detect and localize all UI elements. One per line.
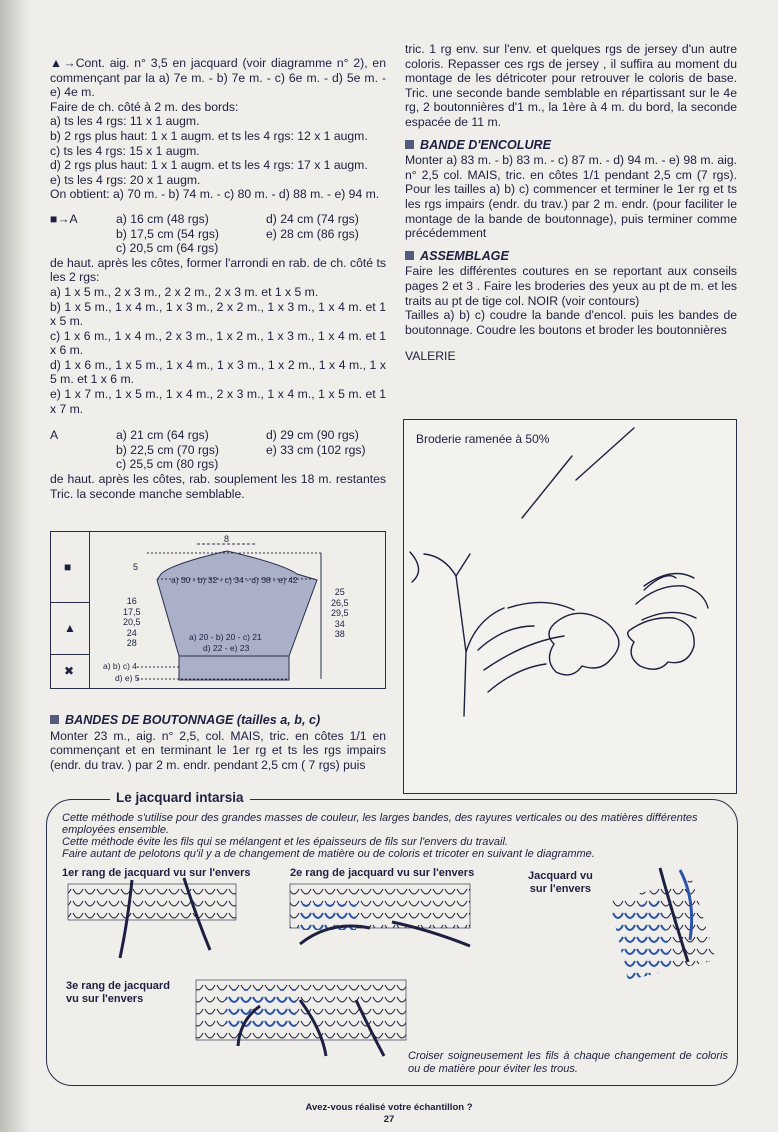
intro-line: Cette méthode évite les fils qui se mélangent et les épaisseurs de fils sur l'envers du travail. — [62, 836, 508, 848]
left-column — [50, 56, 386, 501]
measure: 38 — [334, 629, 345, 639]
embroidery-label: Broderie ramenée à 50% — [416, 432, 550, 446]
band-continued: tric. 1 rg env. sur l'env. et quelques rgs de jersey d'un autre coloris. Repasser ces rgs de jersey , il suffira au moment du montage de les détricoter pour retrouver le coloris de base. Tric. une seconde bande semblable en répartissant sur le 4e rg, 2 boutonnières d'1 m., la 1ère à 4 m. du bord, la seconde espacée de 11 m. — [405, 42, 737, 129]
increase-line: c) ts les 4 rgs: 15 x 1 augm. — [50, 143, 200, 158]
designer-signature: VALERIE — [405, 349, 456, 364]
caption-row-3 — [66, 980, 170, 1005]
increase-line: a) ts les 4 rgs: 11 x 1 augm. — [50, 114, 200, 129]
footer-question: Avez-vous réalisé votre échantillon ? — [305, 1102, 473, 1113]
block-marker: ■→A — [50, 211, 78, 226]
size-height: c) 25,5 cm (80 rgs) — [116, 457, 219, 472]
right-column — [405, 42, 737, 364]
size-height: d) 24 cm (74 rgs) — [266, 211, 359, 226]
size-height: a) 16 cm (48 rgs) — [116, 211, 209, 226]
boutonnage-section — [50, 713, 386, 772]
measure: 16 — [126, 596, 137, 606]
cuff-width-2: d) 22 - e) 23 — [203, 643, 250, 653]
caption-line: Jacquard vu — [528, 870, 593, 882]
cap-width: a) 30 - b) 32 - c) 34 - d) 38 - e) 42 — [171, 575, 298, 585]
caption-line: sur l'envers — [529, 882, 592, 895]
encolure-heading: BANDE D'ENCOLURE — [420, 137, 552, 152]
caption-line: vu sur l'envers — [66, 992, 144, 1005]
height-block-a — [50, 212, 386, 256]
size-height: d) 29 cm (90 rgs) — [266, 428, 359, 443]
caption-line: 3e rang de jacquard — [66, 980, 170, 992]
jacquard-intro — [62, 812, 726, 860]
intro-line: Faire autant de pelotons qu'il y a de changement de matière ou de coloris et tricoter en suivant le diagramme. — [62, 848, 595, 860]
square-bullet-icon — [405, 251, 414, 260]
rounding-line: d) 1 x 6 m., 1 x 5 m., 1 x 4 m., 1 x 3 m., 1 x 2 m., 1 x 4 m., 1 x 5 m. et 1 x 6 m. — [50, 357, 386, 387]
page-number: 27 — [383, 1114, 395, 1125]
encolure-text: Monter a) 83 m. - b) 83 m. - c) 87 m. - d) 94 m. - e) 98 m. aig. n° 2,5 col. MAIS, tric. en côtes 1/1 pendant 2,5 cm (7 rgs). Pour les tailles a) b) c) commencer et terminer le 1er rg et ts les rgs impairs (endr. du trav.) par 2 m. endr. (pour faciliter le montage de la bande de boutonnage), puis terminer comme précédemment — [405, 153, 737, 241]
square-symbol: ■ — [64, 560, 72, 574]
bottom-measure-2: d) e) 5 — [115, 673, 140, 683]
increase-list — [50, 100, 386, 202]
measure: 26,5 — [331, 597, 349, 608]
cuff-width-1: a) 20 - b) 20 - c) 21 — [189, 632, 262, 642]
square-bullet-icon — [50, 715, 59, 724]
rounding-line: e) 1 x 7 m., 1 x 5 m., 1 x 4 m., 2 x 3 m., 1 x 4 m., 1 x 5 m. et 1 x 7 m. — [50, 387, 386, 416]
increase-line: On obtient: a) 70 m. - b) 74 m. - c) 80 m. - d) 88 m. - e) 94 m. — [50, 187, 380, 202]
caption-row-2: 2e rang de jacquard vu sur l'envers — [290, 867, 475, 879]
assemblage-text-2: Tailles a) b) c) coudre la bande d'encol. puis les bandes de boutonnage. Coudre les boutons et broder les boutonnières — [405, 308, 737, 337]
measure: 20,5 — [123, 617, 141, 627]
intro-line: Cette méthode s'utilise pour des grandes masses de couleur, les larges bandes, des rayures verticales ou des matières différentes employées ensemble. — [62, 812, 698, 836]
rounding-list — [50, 285, 386, 416]
rounding-line: a) 1 x 5 m., 2 x 3 m., 2 x 2 m., 2 x 3 m. et 1 x 5 m. — [50, 284, 319, 299]
sleeve-diagram — [50, 531, 386, 689]
instructions-intro: ▲→Cont. aig. n° 3,5 en jacquard (voir diagramme n° 2), en commençant par la a) 7e m. - b) 7e m. - c) 6e m. - d) 5e m. - e) 4e m. — [50, 56, 386, 100]
left-measures — [123, 596, 141, 649]
cross-symbol: ✖ — [64, 664, 75, 678]
size-height: b) 22,5 cm (70 rgs) — [116, 442, 219, 457]
triangle-symbol: ▲ — [64, 621, 76, 635]
size-height: e) 33 cm (102 rgs) — [266, 442, 366, 457]
embroidery-pattern-box — [403, 419, 737, 794]
size-height: a) 21 cm (64 rgs) — [116, 428, 209, 443]
boutonnage-text: Monter 23 m., aig. n° 2,5, col. MAIS, tric. en côtes 1/1 en commençant et en terminant le 1er rg et ts les rgs impairs (endr. du trav. ) par 2 m. endr. pendant 2,5 cm ( 7 rgs) puis — [50, 728, 386, 772]
rounding-intro: de haut. après les côtes, former l'arrondi en rab. de ch. côté ts les 2 rgs: — [50, 255, 386, 285]
measure: 28 — [126, 638, 137, 648]
square-bullet-icon — [405, 140, 414, 149]
size-height: c) 20,5 cm (64 rgs) — [116, 241, 219, 256]
assemblage-text: Faire les différentes coutures en se reportant aux conseils pages 2 et 3 . Faire les broderies des yeux au pt de m. et les traits au pt de tige col. NOIR (voir contours) — [405, 264, 737, 308]
boutonnage-heading: BANDES DE BOUTONNAGE (tailles a, b, c) — [65, 713, 321, 727]
jacquard-title: Le jacquard intarsia — [110, 790, 250, 805]
block-marker: A — [50, 428, 59, 443]
side-top: 5 — [133, 562, 139, 572]
rounding-line: c) 1 x 6 m., 1 x 4 m., 2 x 3 m., 1 x 2 m., 1 x 3 m., 1 x 4 m. et 1 x 6 m. — [50, 328, 386, 358]
embroidery-drawing — [404, 420, 736, 793]
caption-row-1: 1er rang de jacquard vu sur l'envers — [62, 867, 251, 879]
increase-line: b) 2 rgs plus haut: 1 x 1 augm. et ts les 4 rgs: 12 x 1 augm. — [50, 128, 368, 143]
increase-line: e) ts les 4 rgs: 20 x 1 augm. — [50, 172, 201, 187]
crossing-note: Croiser soigneusement les fils à chaque changement de coloris ou de matière pour éviter les trous. — [408, 1050, 728, 1075]
height-block-b — [50, 428, 386, 472]
sleeve-finish: de haut. après les côtes, rab. souplement les 18 m. restantes Tric. la seconde manche semblable. — [50, 472, 386, 501]
measure: 17,5 — [123, 606, 141, 617]
increase-line: d) 2 rgs plus haut: 1 x 1 augm. et ts les 4 rgs: 17 x 1 augm. — [50, 158, 368, 173]
size-height: b) 17,5 cm (54 rgs) — [116, 226, 219, 241]
width-top: 8 — [224, 534, 230, 544]
measure: 25 — [334, 587, 345, 597]
right-measures — [331, 587, 349, 640]
measure: 34 — [334, 618, 345, 629]
assemblage-heading: ASSEMBLAGE — [420, 248, 509, 263]
rounding-line: b) 1 x 5 m., 1 x 4 m., 1 x 3 m., 2 x 2 m., 1 x 3 m., 1 x 4 m. et 1 x 5 m. — [50, 299, 386, 329]
measure: 29,5 — [331, 608, 349, 618]
bottom-measure-1: a) b) c) 4 — [103, 661, 138, 671]
caption-reverse — [528, 870, 593, 895]
size-height: e) 28 cm (86 rgs) — [266, 226, 359, 241]
title-rule — [70, 799, 110, 800]
increase-line: Faire de ch. côté à 2 m. des bords: — [50, 99, 239, 114]
measure: 24 — [126, 627, 137, 638]
binding-shadow — [0, 0, 30, 1132]
